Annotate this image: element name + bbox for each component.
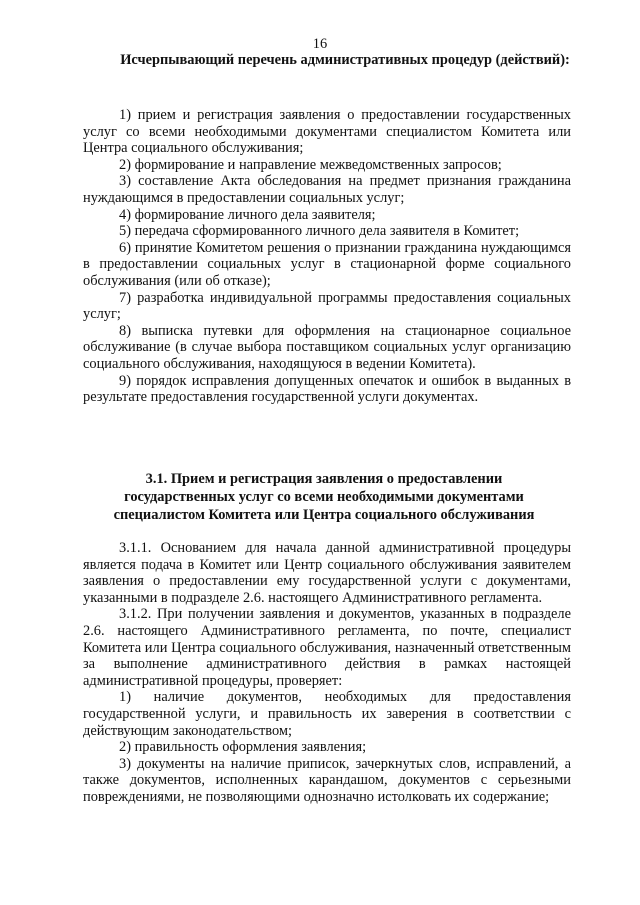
procedures-list bbox=[83, 107, 571, 406]
procedures-heading: Исчерпывающий перечень административных процедур (действий): bbox=[120, 52, 570, 68]
procedure-item: 7) разработка индивидуальной программы предоставления социальных услуг; bbox=[83, 289, 571, 323]
procedure-item: 5) передача сформированного личного дела заявителя в Комитет; bbox=[119, 223, 520, 240]
procedure-item: 2) формирование и направление межведомственных запросов; bbox=[119, 156, 502, 173]
procedure-item: 8) выписка путевки для оформления на стационарное социальное обслуживание (в случае выбора поставщиком социальных услуг организацию социального обслуживания, находящуюся в ведении Комитета). bbox=[83, 322, 571, 372]
paragraph: 3.1.1. Основанием для начала данной административной процедуры является подача в Комитет или Центр социального обслуживания заявителем заявления о предоставлении ему государственной услуги с документами, указанными в подразделе 2.6. настоящего Административного регламента. bbox=[83, 540, 571, 606]
paragraph: 3.1.2. При получении заявления и документов, указанных в подразделе 2.6. настоящего Административного регламента, по почте, специалист Комитета или Центра социального обслуживания, назначенный ответственным за выполнение административного действия в рамках настоящей административной процедуры, проверяет: bbox=[83, 606, 571, 689]
paragraph: 2) правильность оформления заявления; bbox=[119, 739, 367, 756]
procedure-item: 4) формирование личного дела заявителя; bbox=[119, 206, 376, 223]
procedure-item: 6) принятие Комитетом решения о признании гражданина нуждающимся в предоставлении социальных услуг в стационарной форме социального обслуживания (или об отказе); bbox=[83, 239, 571, 289]
procedure-item: 3) составление Акта обследования на предмет признания гражданина нуждающимся в предоставлении социальных услуг; bbox=[83, 173, 571, 206]
page-number: 16 bbox=[312, 36, 328, 52]
section-body bbox=[83, 540, 571, 806]
procedure-item: 1) прием и регистрация заявления о предоставлении государственных услуг со всеми необходимыми документами специалистом Комитета или Центра социального обслуживания; bbox=[83, 107, 571, 157]
procedure-item: 9) порядок исправления допущенных опечаток и ошибок в выданных в результате предоставления государственной услуги документах. bbox=[83, 372, 571, 406]
section-title: 3.1. Прием и регистрация заявления о предоставлении государственных услуг со всеми необходимыми документами специалистом Комитета или Центра социального обслуживания bbox=[113, 471, 535, 523]
paragraph: 3) документы на наличие приписок, зачеркнутых слов, исправлений, а также документов, исполненных карандашом, документов с серьезными повреждениями, не позволяющими однозначно истолковать их содержание; bbox=[83, 755, 571, 805]
paragraph: 1) наличие документов, необходимых для предоставления государственной услуги, и правильность их заверения в соответствии с действующим законодательством; bbox=[83, 689, 571, 739]
